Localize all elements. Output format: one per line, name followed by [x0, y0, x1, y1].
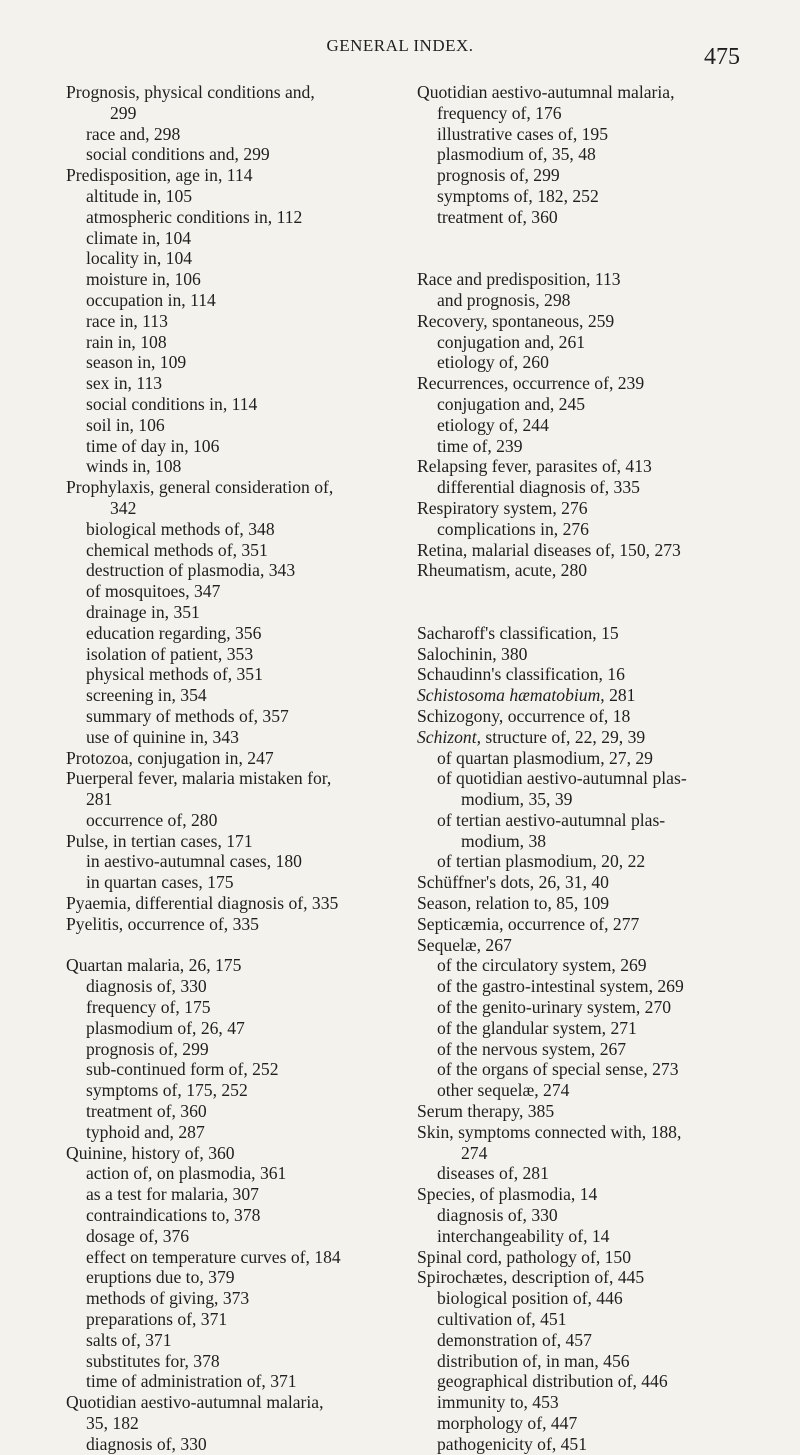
index-subentry: education regarding, 356	[86, 622, 262, 643]
entry-spacer	[417, 581, 751, 623]
index-subentry: conjugation and, 245	[437, 393, 586, 414]
index-subentry: diagnosis of, 330	[437, 1205, 558, 1226]
index-subentry: frequency of, 176	[437, 102, 562, 123]
index-subentry: destruction of plasmodia, 343	[86, 560, 296, 581]
index-subentry: season in, 109	[86, 352, 187, 373]
index-subentry: chemical methods of, 351	[86, 539, 268, 560]
index-subentry: time of administration of, 371	[86, 1371, 297, 1392]
entry-spacer	[66, 935, 398, 956]
index-subentry: frequency of, 175	[86, 997, 211, 1018]
index-subentry: dosage of, 376	[86, 1225, 190, 1246]
index-subentry: symptoms of, 182, 252	[437, 185, 599, 206]
index-entry: Serum therapy, 385	[417, 1101, 555, 1122]
index-entry: Retina, malarial diseases of, 150, 273	[417, 539, 681, 560]
index-entry: Season, relation to, 85, 109	[417, 893, 610, 914]
index-subentry: occupation in, 114	[86, 289, 216, 310]
index-entry: Spinal cord, pathology of, 150	[417, 1246, 632, 1267]
index-subentry: of quartan plasmodium, 27, 29	[437, 747, 653, 768]
running-head: GENERAL INDEX.	[326, 36, 474, 55]
index-subentry: action of, on plasmodia, 361	[86, 1163, 287, 1184]
index-subentry: other sequelæ, 274	[437, 1080, 570, 1101]
index-subentry: of tertian aestivo-autumnal plas-	[437, 809, 666, 830]
index-entry: Protozoa, conjugation in, 247	[66, 747, 274, 768]
index-subentry: occurrence of, 280	[86, 809, 218, 830]
index-subentry: in aestivo-autumnal cases, 180	[86, 851, 302, 872]
index-subentry: diagnosis of, 330	[86, 976, 207, 997]
index-subentry: eruptions due to, 379	[86, 1267, 235, 1288]
index-subentry: drainage in, 351	[86, 601, 200, 622]
index-entry: Quartan malaria, 26, 175	[66, 955, 242, 976]
index-subentry: use of quinine in, 343	[86, 726, 239, 747]
index-subentry: modium, 35, 39	[461, 789, 573, 810]
index-entry: Pyaemia, differential diagnosis of, 335	[66, 893, 339, 914]
index-entry: Race and predisposition, 113	[417, 269, 621, 290]
index-subentry: modium, 38	[461, 830, 547, 851]
index-subentry: and prognosis, 298	[437, 289, 571, 310]
index-subentry: biological methods of, 348	[86, 518, 275, 539]
index-subentry: plasmodium of, 35, 48	[437, 144, 596, 165]
index-subentry: of the gastro-intestinal system, 269	[437, 976, 684, 997]
index-subentry: race in, 113	[86, 310, 168, 331]
index-entry: Predisposition, age in, 114	[66, 165, 253, 186]
index-subentry: climate in, 104	[86, 227, 192, 248]
index-entry: Salochinin, 380	[417, 643, 528, 664]
index-entry: Schizont, structure of, 22, 29, 39	[417, 726, 646, 747]
index-entry: Schaudinn's classification, 16	[417, 664, 625, 685]
index-subentry: of the genito-urinary system, 270	[437, 997, 672, 1018]
index-entry: Quinine, history of, 360	[66, 1142, 235, 1163]
index-subentry: distribution of, in man, 456	[437, 1350, 630, 1371]
index-subentry: 299	[110, 102, 137, 123]
index-subentry: treatment of, 360	[437, 206, 558, 227]
entry-spacer	[417, 228, 751, 270]
index-entry: Pulse, in tertian cases, 171	[66, 830, 253, 851]
index-subentry: of the nervous system, 267	[437, 1038, 627, 1059]
index-entry: Sacharoff's classification, 15	[417, 622, 619, 643]
index-subentry: conjugation and, 261	[437, 331, 586, 352]
index-subentry: diseases of, 281	[437, 1163, 549, 1184]
index-column-right	[417, 82, 751, 1455]
index-subentry: of the circulatory system, 269	[437, 955, 647, 976]
index-subentry: moisture in, 106	[86, 269, 201, 290]
index-subentry: time of, 239	[437, 435, 523, 456]
index-entry: Skin, symptoms connected with, 188,	[417, 1121, 682, 1142]
index-subentry: geographical distribution of, 446	[437, 1371, 668, 1392]
index-subentry: rain in, 108	[86, 331, 167, 352]
index-entry: Quotidian aestivo-autumnal malaria,	[66, 1392, 324, 1413]
index-entry: Prognosis, physical conditions and,	[66, 82, 315, 102]
index-subentry: prognosis of, 299	[86, 1038, 209, 1059]
index-subentry: 281	[86, 789, 113, 810]
index-subentry: methods of giving, 373	[86, 1288, 250, 1309]
index-subentry: physical methods of, 351	[86, 664, 263, 685]
index-subentry: of tertian plasmodium, 20, 22	[437, 851, 646, 872]
index-subentry: contraindications to, 378	[86, 1205, 261, 1226]
index-subentry: of quotidian aestivo-autumnal plas-	[437, 768, 687, 789]
index-subentry: salts of, 371	[86, 1329, 172, 1350]
index-subentry: substitutes for, 378	[86, 1350, 220, 1371]
page-number: 475	[704, 44, 740, 70]
index-entry: Recurrences, occurrence of, 239	[417, 373, 645, 394]
index-subentry: diagnosis of, 330	[86, 1433, 207, 1454]
index-subentry: morphology of, 447	[437, 1413, 578, 1433]
index-subentry: etiology of, 260	[437, 352, 549, 373]
index-entry: Species, of plasmodia, 14	[417, 1184, 598, 1205]
index-subentry: interchangeability of, 14	[437, 1225, 610, 1246]
index-subentry: immunity to, 453	[437, 1392, 559, 1413]
index-column-left	[66, 82, 398, 1455]
index-subentry: pathogenicity of, 451	[437, 1433, 588, 1454]
index-subentry: as a test for malaria, 307	[86, 1184, 259, 1205]
index-entry: Quotidian aestivo-autumnal malaria,	[417, 82, 675, 102]
index-subentry: time of day in, 106	[86, 435, 220, 456]
index-subentry: locality in, 104	[86, 248, 193, 269]
index-subentry: plasmodium of, 26, 47	[86, 1017, 245, 1038]
index-subentry: differential diagnosis of, 335	[437, 477, 640, 498]
index-entry: Recovery, spontaneous, 259	[417, 310, 615, 331]
index-subentry: demonstration of, 457	[437, 1329, 592, 1350]
index-subentry: of the organs of special sense, 273	[437, 1059, 679, 1080]
index-subentry: soil in, 106	[86, 414, 165, 435]
index-subentry: of mosquitoes, 347	[86, 581, 221, 602]
index-subentry: summary of methods of, 357	[86, 705, 289, 726]
index-subentry: treatment of, 360	[86, 1101, 207, 1122]
index-subentry: biological position of, 446	[437, 1288, 623, 1309]
index-entry: Schistosoma hæmatobium, 281	[417, 685, 636, 706]
index-entry: Septicæmia, occurrence of, 277	[417, 913, 640, 934]
index-entry: Respiratory system, 276	[417, 497, 588, 518]
index-entry: Sequelæ, 267	[417, 934, 512, 955]
index-subentry: social conditions and, 299	[86, 144, 270, 165]
index-subentry: isolation of patient, 353	[86, 643, 254, 664]
index-subentry: etiology of, 244	[437, 414, 549, 435]
index-entry: Puerperal fever, malaria mistaken for,	[66, 768, 332, 789]
index-subentry: race and, 298	[86, 123, 181, 144]
index-subentry: 342	[110, 497, 137, 518]
index-subentry: 274	[461, 1142, 488, 1163]
index-subentry: symptoms of, 175, 252	[86, 1080, 248, 1101]
index-entry: Pyelitis, occurrence of, 335	[66, 913, 259, 934]
index-subentry: illustrative cases of, 195	[437, 123, 609, 144]
index-subentry: of the glandular system, 271	[437, 1017, 637, 1038]
index-subentry: social conditions in, 114	[86, 393, 258, 414]
index-entry: Schüffner's dots, 26, 31, 40	[417, 872, 609, 893]
index-subentry: preparations of, 371	[86, 1309, 228, 1330]
index-subentry: effect on temperature curves of, 184	[86, 1246, 341, 1267]
index-subentry: altitude in, 105	[86, 185, 193, 206]
index-subentry: sub-continued form of, 252	[86, 1059, 279, 1080]
index-subentry: screening in, 354	[86, 685, 207, 706]
index-subentry: winds in, 108	[86, 456, 182, 477]
index-entry: Prophylaxis, general consideration of,	[66, 477, 334, 498]
index-subentry: cultivation of, 451	[437, 1309, 567, 1330]
index-subentry: complications in, 276	[437, 518, 589, 539]
index-entry: Relapsing fever, parasites of, 413	[417, 456, 652, 477]
index-subentry: typhoid and, 287	[86, 1121, 205, 1142]
index-entry: Rheumatism, acute, 280	[417, 560, 588, 581]
index-subentry: 35, 182	[86, 1413, 139, 1433]
index-subentry: atmospheric conditions in, 112	[86, 206, 303, 227]
index-entry: Spirochætes, description of, 445	[417, 1267, 645, 1288]
index-subentry: prognosis of, 299	[437, 165, 560, 186]
index-subentry: sex in, 113	[86, 373, 163, 394]
index-subentry: in quartan cases, 175	[86, 872, 234, 893]
index-entry: Schizogony, occurrence of, 18	[417, 705, 631, 726]
